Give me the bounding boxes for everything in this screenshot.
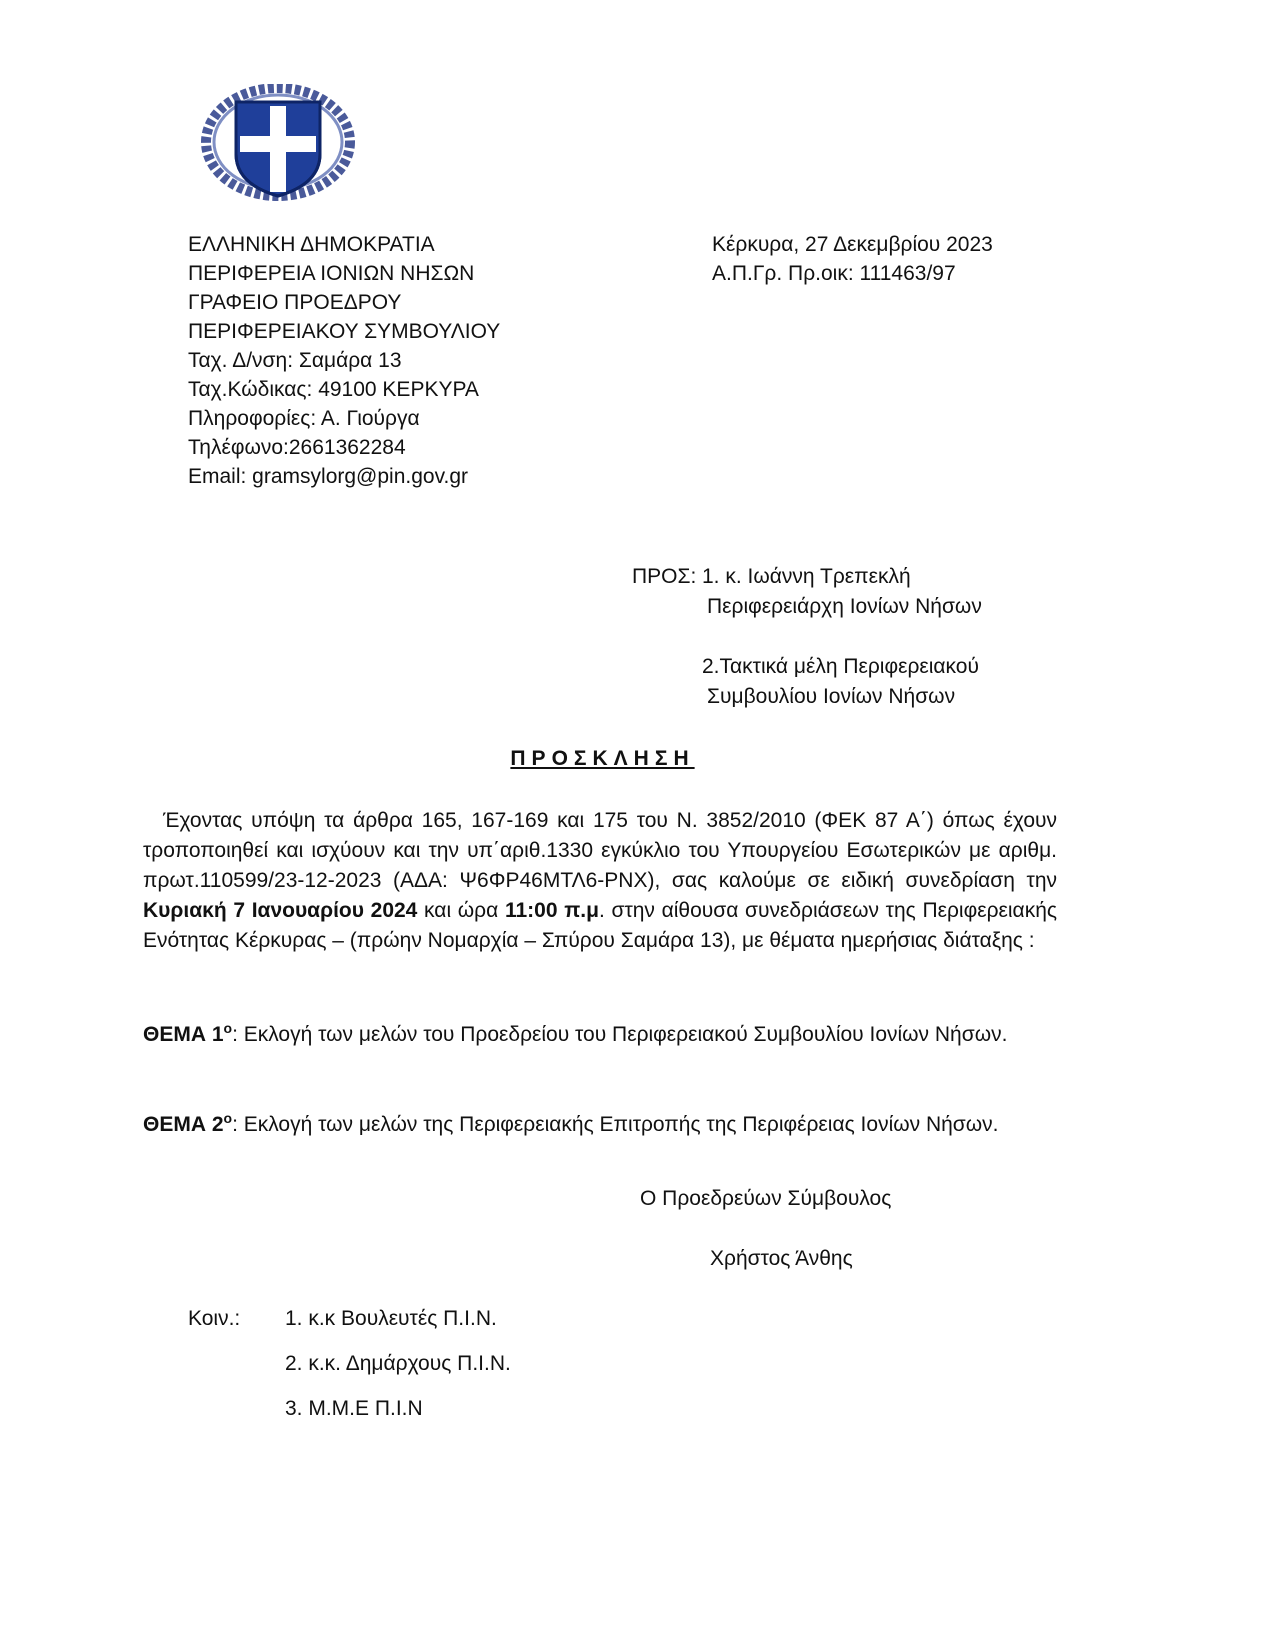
sender-line: Ταχ.Κώδικας: 49100 ΚΕΡΚΥΡΑ [188, 378, 479, 401]
recipients-prefix: ΠΡΟΣ: [632, 565, 697, 588]
protocol-number: Α.Π.Γρ. Πρ.οικ: 111463/97 [712, 262, 956, 285]
sender-line: ΕΛΛΗΝΙΚΗ ΔΗΜΟΚΡΑΤΙΑ [188, 233, 435, 256]
meeting-date: Κυριακή 7 Ιανουαρίου 2024 [143, 899, 418, 922]
agenda-item-1-sup: ο [223, 1020, 233, 1036]
signatory-name: Χρήστος Άνθης [710, 1247, 853, 1270]
date-protocol-block [712, 230, 1132, 288]
cc-item: 3. Μ.Μ.Ε Π.Ι.Ν [285, 1397, 423, 1420]
agenda-item-1 [143, 1020, 1057, 1050]
recipient-1-name: 1. κ. Ιωάννη Τρεπεκλή [702, 565, 911, 588]
sender-line: ΠΕΡΙΦΕΡΕΙΑ ΙΟΝΙΩΝ ΝΗΣΩΝ [188, 262, 475, 285]
recipient-2-line1: 2.Τακτικά μέλη Περιφερειακού [702, 655, 979, 678]
greek-coat-of-arms-icon [200, 84, 356, 204]
agenda-item-1-label: ΘΕΜΑ 1 [143, 1023, 224, 1046]
cc-item: 1. κ.κ Βουλευτές Π.Ι.Ν. [285, 1307, 497, 1330]
body-paragraph [143, 806, 1057, 956]
agenda-item-2 [143, 1110, 1057, 1140]
meeting-time: 11:00 π.μ [504, 899, 599, 922]
agenda-item-1-text: : Εκλογή των μελών του Προεδρείου του Περιφερειακού Συμβουλίου Ιονίων Νήσων. [232, 1023, 1008, 1046]
cc-label: Κοιν.: [188, 1307, 241, 1330]
body-text-part2: και ώρα [417, 899, 505, 922]
sender-line: ΠΕΡΙΦΕΡΕΙΑΚΟΥ ΣΥΜΒΟΥΛΙΟΥ [188, 320, 501, 343]
recipient-2-line2: Συμβουλίου Ιονίων Νήσων [707, 685, 956, 708]
cc-item: 2. κ.κ. Δημάρχους Π.Ι.Ν. [285, 1352, 511, 1375]
body-text-part1: Έχοντας υπόψη τα άρθρα 165, 167-169 και 175 του Ν. 3852/2010 (ΦΕΚ 87 Α΄) όπως έχουν τροποποιηθεί και ισχύουν και την υπ΄αριθ.1330 εγκύκλιο του Υπουργείου Εσωτερικών με αριθμ. πρωτ.110599/23-12-2023 (ΑΔΑ: Ψ6ΦΡ46ΜΤΛ6-ΡΝΧ), σας καλούμε σε ειδική συνεδρίαση την [143, 809, 1057, 892]
recipient-1-title: Περιφερειάρχη Ιονίων Νήσων [707, 595, 982, 618]
agenda-item-2-label: ΘΕΜΑ 2 [143, 1113, 224, 1136]
coat-of-arms-emblem [200, 84, 356, 204]
sender-email-line: Email: gramsylorg@pin.gov.gr [188, 465, 469, 488]
sender-line: Ταχ. Δ/νση: Σαμάρα 13 [188, 349, 402, 372]
document-title: ΠΡΟΣΚΛΗΣΗ [510, 747, 695, 770]
agenda-item-2-text: : Εκλογή των μελών της Περιφερειακής Επιτροπής της Περιφέρειας Ιονίων Νήσων. [232, 1113, 999, 1136]
sender-line: Τηλέφωνο:2661362284 [188, 436, 406, 459]
sender-line: Πληροφορίες: Α. Γιούργα [188, 407, 420, 430]
sender-line: ΓΡΑΦΕΙΟ ΠΡΟΕΔΡΟΥ [188, 291, 402, 314]
signatory-role: Ο Προεδρεύων Σύμβουλος [640, 1187, 892, 1210]
sender-block [188, 230, 608, 491]
agenda-item-2-sup: ο [223, 1110, 233, 1126]
date-line: Κέρκυρα, 27 Δεκεμβρίου 2023 [712, 233, 993, 256]
body-text-part3: . στην αίθουσα συνεδριάσεων της Περιφερειακής Ενότητας Κέρκυρας – (πρώην Νομαρχία – Σπύρου Σαμάρα 13), με θέματα ημερήσιας διάταξης : [143, 899, 1057, 952]
